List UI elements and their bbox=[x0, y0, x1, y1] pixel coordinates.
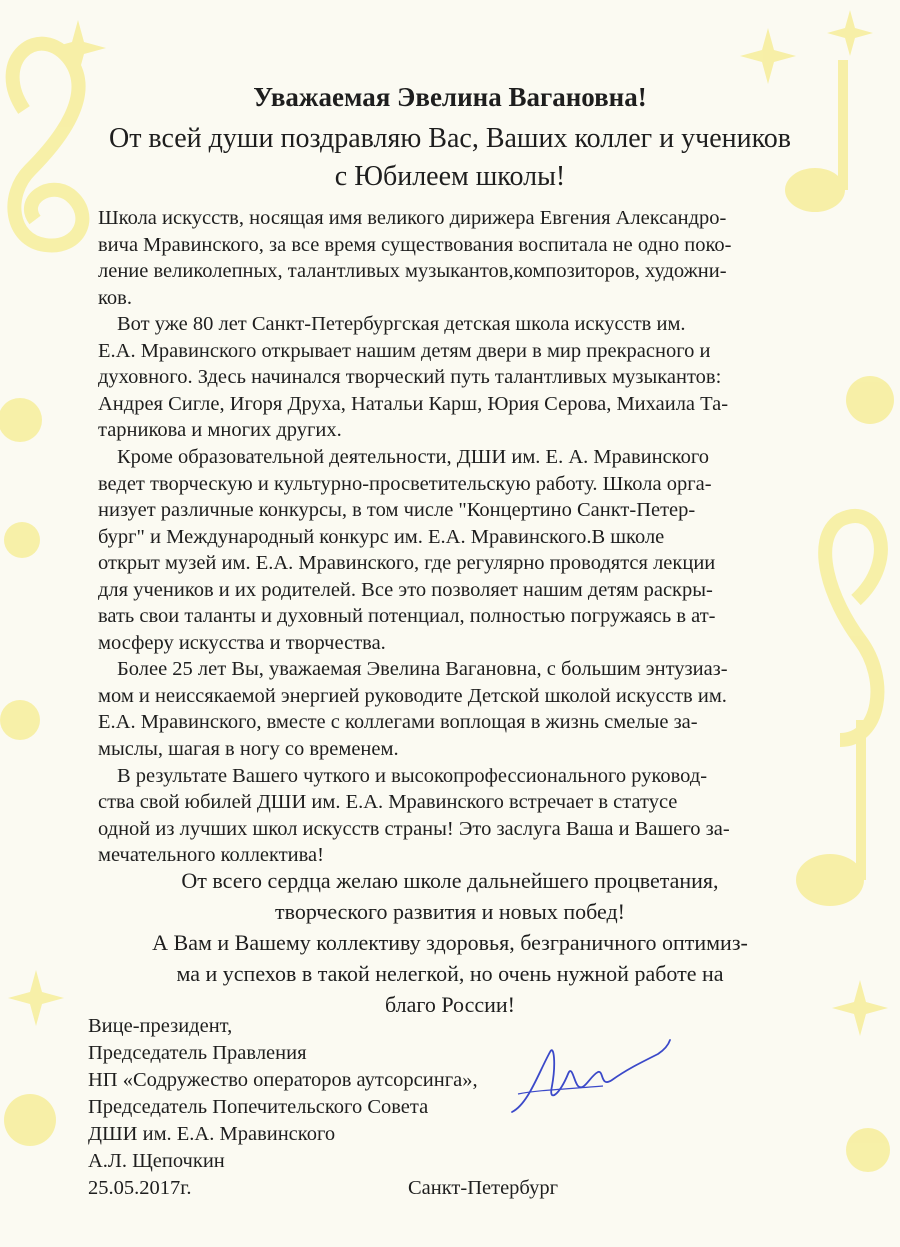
body-line: ства свой юбилей ДШИ им. Е.А. Мравинского встречает в статусе bbox=[98, 791, 678, 814]
body-line: Андрея Сигле, Игоря Друха, Натальи Карш, Юрия Серова, Михаила Та- bbox=[98, 392, 729, 415]
sender-line: Вице-президент, bbox=[88, 1015, 233, 1037]
closing-line: творческого развития и новых побед! bbox=[274, 899, 625, 924]
body-line: Кроме образовательной деятельности, ДШИ им. Е. А. Мравинского bbox=[117, 445, 709, 468]
body-line: для учеников и их родителей. Все это позволяет нашим детям раскры- bbox=[98, 578, 713, 601]
letter-date: 25.05.2017г. bbox=[88, 1177, 192, 1199]
body-line: Вот уже 80 лет Санкт-Петербургская детская школа искусств им. bbox=[117, 313, 686, 336]
body-line: низует различные конкурсы, в том числе "Концертино Санкт-Петер- bbox=[98, 499, 696, 522]
body-line: ление великолепных, талантливых музыкантов,композиторов, художни- bbox=[98, 260, 727, 283]
body-line: вича Мравинского, за все время существования воспитала не одно поко- bbox=[98, 233, 732, 256]
closing-line: От всего сердца желаю школе дальнейшего процветания, bbox=[181, 868, 719, 893]
body-line: Школа искусств, носящая имя великого дирижера Евгения Александро- bbox=[98, 207, 727, 229]
body-line: мом и неиссякаемой энергией руководите Детской школой искусств им. bbox=[98, 684, 727, 707]
sender-line: ДШИ им. Е.А. Мравинского bbox=[88, 1123, 336, 1145]
body-line: Более 25 лет Вы, уважаемая Эвелина Вагановна, с большим энтузиаз- bbox=[117, 658, 728, 681]
body-line: ведет творческую и культурно-просветительскую работу. Школа орга- bbox=[98, 472, 712, 495]
body-line: ков. bbox=[98, 286, 132, 309]
letter-congrats-heading: От всей души поздравляю Вас, Ваших коллег и учеников с Юбилеем школы! bbox=[108, 123, 792, 192]
body-line: вать свои таланты и духовный потенциал, полностью погружаясь в ат- bbox=[98, 605, 716, 628]
body-line: мечательного коллектива! bbox=[98, 844, 324, 867]
signature bbox=[508, 1034, 678, 1116]
sender-line: Председатель Правления bbox=[88, 1042, 307, 1064]
letter-greeting: Уважаемая Эвелина Вагановна! bbox=[253, 82, 647, 112]
body-line: В результате Вашего чуткого и высокопрофессионального руковод- bbox=[117, 764, 708, 787]
sender-line: Председатель Попечительского Совета bbox=[88, 1096, 429, 1118]
body-line: духовного. Здесь начинался творческий путь талантливых музыкантов: bbox=[98, 366, 722, 389]
closing-line: ма и успехов в такой нелегкой, но очень нужной работе на bbox=[176, 961, 724, 986]
body-line: одной из лучших школ искусств страны! Это заслуга Ваша и Вашего за- bbox=[98, 817, 730, 840]
body-line: мыслы, шагая в ногу со временем. bbox=[98, 738, 399, 760]
body-line: тарникова и многих других. bbox=[98, 419, 342, 442]
body-line: Е.А. Мравинского, вместе с коллегами воплощая в жизнь смелые за- bbox=[98, 711, 698, 734]
sender-line: НП «Содружество операторов аутсорсинга», bbox=[88, 1069, 478, 1091]
closing-line: благо России! bbox=[384, 992, 515, 1017]
body-line: открыт музей им. Е.А. Мравинского, где регулярно проводятся лекции bbox=[98, 552, 716, 575]
sender-line: А.Л. Щепочкин bbox=[88, 1150, 225, 1172]
body-line: мосферу искусства и творчества. bbox=[98, 631, 386, 654]
body-line: Е.А. Мравинского открывает нашим детям двери в мир прекрасного и bbox=[98, 339, 711, 362]
letter-city: Санкт-Петербург bbox=[408, 1177, 558, 1199]
closing-line: А Вам и Вашему коллективу здоровья, безграничного оптимиз- bbox=[152, 930, 748, 955]
body-line: бург" и Международный конкурс им. Е.А. Мравинского.В школе bbox=[98, 525, 665, 548]
